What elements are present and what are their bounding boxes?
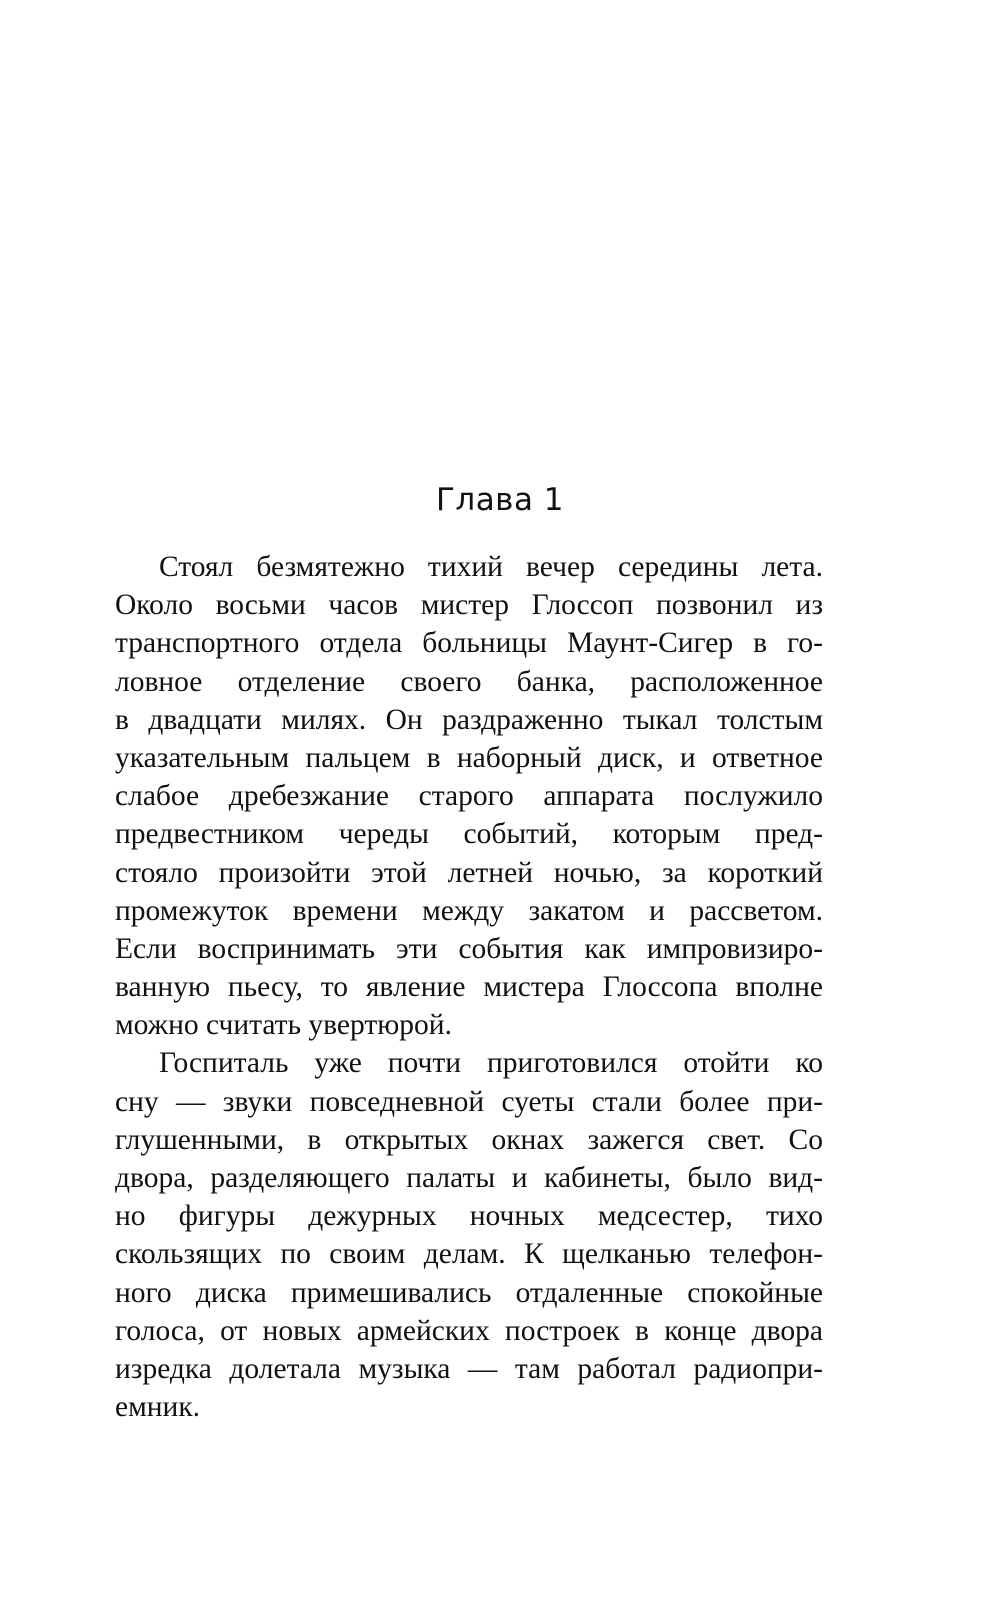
text-line: но фигуры дежурных ночных медсестер, тихо bbox=[115, 1200, 823, 1233]
text-line: слабое дребезжание старого аппарата послужило bbox=[115, 780, 823, 813]
chapter-title: Глава 1 bbox=[435, 482, 565, 518]
text-line: Если воспринимать эти события как импровизиро- bbox=[115, 932, 823, 965]
text-line: Стоял безмятежно тихий вечер середины лета. bbox=[159, 551, 823, 583]
text-line: в двадцати милях. Он раздраженно тыкал толстым bbox=[115, 703, 823, 736]
paragraph-1 bbox=[115, 548, 823, 1044]
text-line: Около восьми часов мистер Глоссоп позвонил из bbox=[115, 589, 823, 622]
text-line: скользящих по своим делам. К щелканью телефон- bbox=[115, 1238, 823, 1271]
text-line: ловное отделение своего банка, расположенное bbox=[115, 665, 823, 698]
text-line: указательным пальцем в наборный диск, и ответное bbox=[115, 741, 823, 774]
text-line: стояло произойти этой летней ночью, за короткий bbox=[115, 856, 823, 889]
text-line: промежуток времени между закатом и рассветом. bbox=[115, 894, 823, 927]
text-line: ного диска примешивались отдаленные спокойные bbox=[115, 1276, 823, 1309]
text-line: емник. bbox=[115, 1391, 201, 1424]
text-line: можно считать увертюрой. bbox=[115, 1009, 452, 1042]
text-line: предвестником череды событий, которым пред- bbox=[115, 818, 823, 851]
paragraph-2 bbox=[115, 1044, 823, 1426]
text-line: Госпиталь уже почти приготовился отойти ко bbox=[159, 1047, 823, 1080]
text-line: глушенными, в открытых окнах зажегся свет. Со bbox=[115, 1123, 823, 1156]
text-line: двора, разделяющего палаты и кабинеты, было вид- bbox=[115, 1162, 823, 1194]
text-line: сну — звуки повседневной суеты стали более при- bbox=[115, 1085, 823, 1118]
text-line: ванную пьесу, то явление мистера Глоссопа вполне bbox=[115, 971, 823, 1004]
text-line: голоса, от новых армейских построек в конце двора bbox=[115, 1314, 823, 1347]
chapter-body bbox=[115, 548, 823, 1426]
text-line: транспортного отдела больницы Маунт-Сигер в го- bbox=[115, 627, 823, 660]
text-line: изредка долетала музыка — там работал радиопри- bbox=[115, 1352, 823, 1385]
